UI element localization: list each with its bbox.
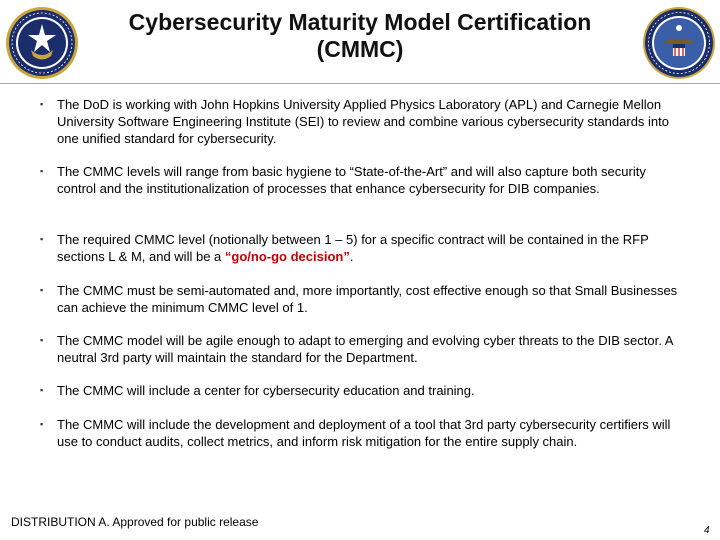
list-item — [26, 231, 686, 265]
bullet-text — [26, 231, 686, 265]
bullet-marker: ▪ — [40, 285, 44, 295]
title-line-2: (CMMC) — [316, 36, 404, 62]
bullet-text: The DoD is working with John Hopkins University Applied Physics Laboratory (APL) and Carnegie Mellon University Software Engineering Institute (SEI) to review and combine various cybersecurity standards into one unified standard for cybersecurity. — [57, 97, 670, 146]
page-number: 4 — [704, 525, 710, 536]
list-item — [26, 96, 686, 147]
bullet-text: The CMMC levels will range from basic hygiene to “State-of-the-Art” and will also capture both security control and the institutionalization of processes that enhance cybersecurity for DIB companies. — [57, 164, 646, 196]
list-item — [26, 163, 686, 197]
bullet-marker: ▪ — [40, 234, 44, 244]
distribution-statement: DISTRIBUTION A. Approved for public release — [11, 515, 259, 529]
bullet-marker: ▪ — [40, 419, 44, 429]
bullet-text: The CMMC model will be agile enough to adapt to emerging and evolving cyber threats to the DIB sector. A neutral 3rd party will maintain the standard for the Department. — [57, 333, 673, 365]
list-item — [26, 382, 686, 399]
list-item — [26, 282, 686, 316]
list-item — [26, 416, 686, 450]
bullet-text-part: The required CMMC level (notionally between 1 – 5) for a specific contract will be contained in the RFP sections L & M, and will be a — [57, 232, 649, 264]
bullet-text-part: . — [349, 249, 354, 264]
list-item — [26, 332, 686, 366]
title-line-1: Cybersecurity Maturity Model Certification — [128, 9, 592, 35]
bullet-marker: ▪ — [40, 99, 44, 109]
bullet-text: The CMMC must be semi-automated and, more importantly, cost effective enough so that Small Businesses can achieve the minimum CMMC level of 1. — [57, 283, 678, 315]
bullet-text: The CMMC will include the development and deployment of a tool that 3rd party cybersecurity certifiers will use to conduct audits, collect metrics, and inform risk mitigation for the entire supply chain. — [57, 417, 671, 449]
bullet-marker: ▪ — [40, 335, 44, 345]
bullet-text: The CMMC will include a center for cybersecurity education and training. — [57, 383, 475, 398]
go-no-go-highlight: “go/no-go decision” — [224, 249, 350, 264]
bullet-marker: ▪ — [40, 166, 44, 176]
bullet-marker: ▪ — [40, 385, 44, 395]
